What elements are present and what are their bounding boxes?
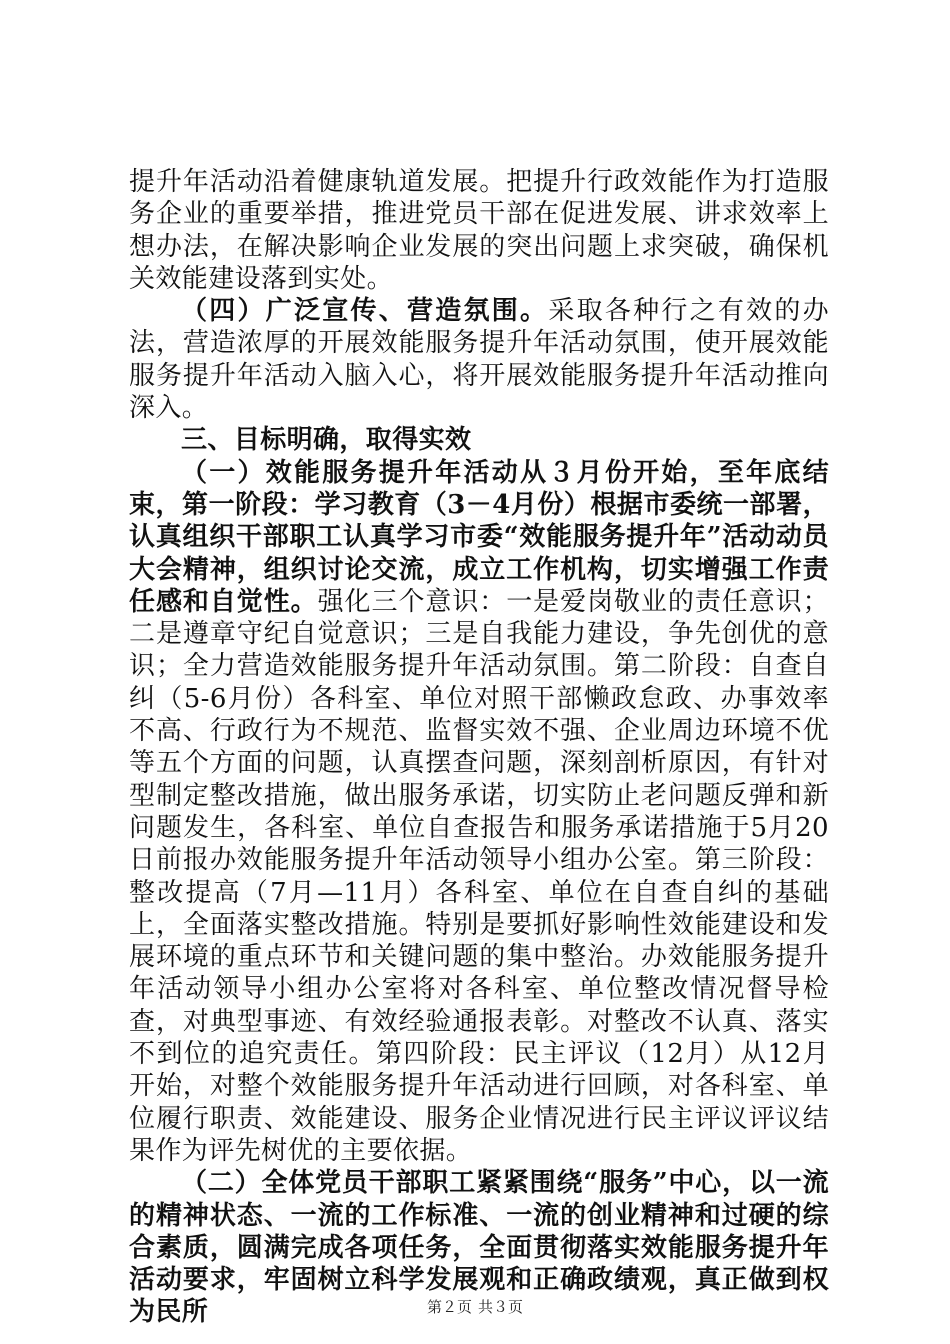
paragraph-3-text: 强化三个意识：一是爱岗敬业的责任意识；二是遵章守纪自觉意识；三是自我能力建设，争先创优的意识；全力营造效能服务提升年活动氛围。第二阶段：自查自纠（5-6月份）各科室、单位对照干部懒政怠政、办事效率不高、行政行为不规范、监督实效不强、企业周边环境不优等五个方面的问题，认真摆查问题，深刻剖析原因，有针对型制定整改措施，做出服务承诺，切实防止老问题反弹和新问题发生，各科室、单位自查报告和服务承诺措施于5月20日前报办效能服务提升年活动领导小组办公室。第三阶段：整改提高（7月—11月）各科室、单位在自查自纠的基础上，全面落实整改措施。特别是要抓好影响性效能建设和发展环境的重点环节和关键问题的集中整治。办效能服务提升年活动领导小组办公室将对各科室、单位整改情况督导检查，对典型事迹、有效经验通报表彰。对整改不认真、落实不到位的追究责任。第四阶段：民主评议（12月）从12月开始，对整个效能服务提升年活动进行回顾，对各科室、单位履行职责、效能建设、服务企业情况进行民主评议评议结果作为评先树优的主要依据。 <box>129 586 829 1166</box>
paragraph-2 <box>129 295 829 424</box>
section-heading-text: 三、目标明确，取得实效 <box>181 425 472 456</box>
page-number: 第２页 <box>426 1298 472 1316</box>
section-heading <box>129 424 829 456</box>
paragraph-2-text: 采取各种行之有效的办法，营造浓厚的开展效能服务提升年活动氛围，使开展效能服务提升年活动入脑入心，将开展效能服务提升年活动推向深入。 <box>129 296 829 424</box>
document-body <box>129 166 829 1329</box>
paragraph-3-lead: （一）效能服务提升年活动从３月份开始，至年底结束，第一阶段：学习教育（3－4月份）根据市委统一部署，认真组织干部职工认真学习市委“效能服务提升年”活动动员大会精神，组织讨论交流，成立工作机构，切实增强工作责任感和自觉性。 <box>129 457 829 617</box>
paragraph-1 <box>129 166 829 295</box>
paragraph-3 <box>129 457 829 1168</box>
paragraph-1-text: 提升年活动沿着健康轨道发展。把提升行政效能作为打造服务企业的重要举措，推进党员干部在促进发展、讲求效率上想办法，在解决影响企业发展的突出问题上求突破，确保机关效能建设落到实处。 <box>129 167 829 294</box>
page-total: 共３页 <box>478 1298 524 1316</box>
paragraph-4-lead: （二）全体党员干部职工紧紧围绕“服务”中心，以一流的精神状态、一流的工作标准、一流的创业精神和过硬的综合素质，圆满完成各项任务，全面贯彻落实效能服务提升年活动要求，牢固树立科学发展观和正确政绩观，真正做到权为民所 <box>129 1168 829 1328</box>
page-footer <box>0 1296 950 1317</box>
paragraph-2-lead: （四）广泛宣传、营造氛围。 <box>181 296 549 327</box>
